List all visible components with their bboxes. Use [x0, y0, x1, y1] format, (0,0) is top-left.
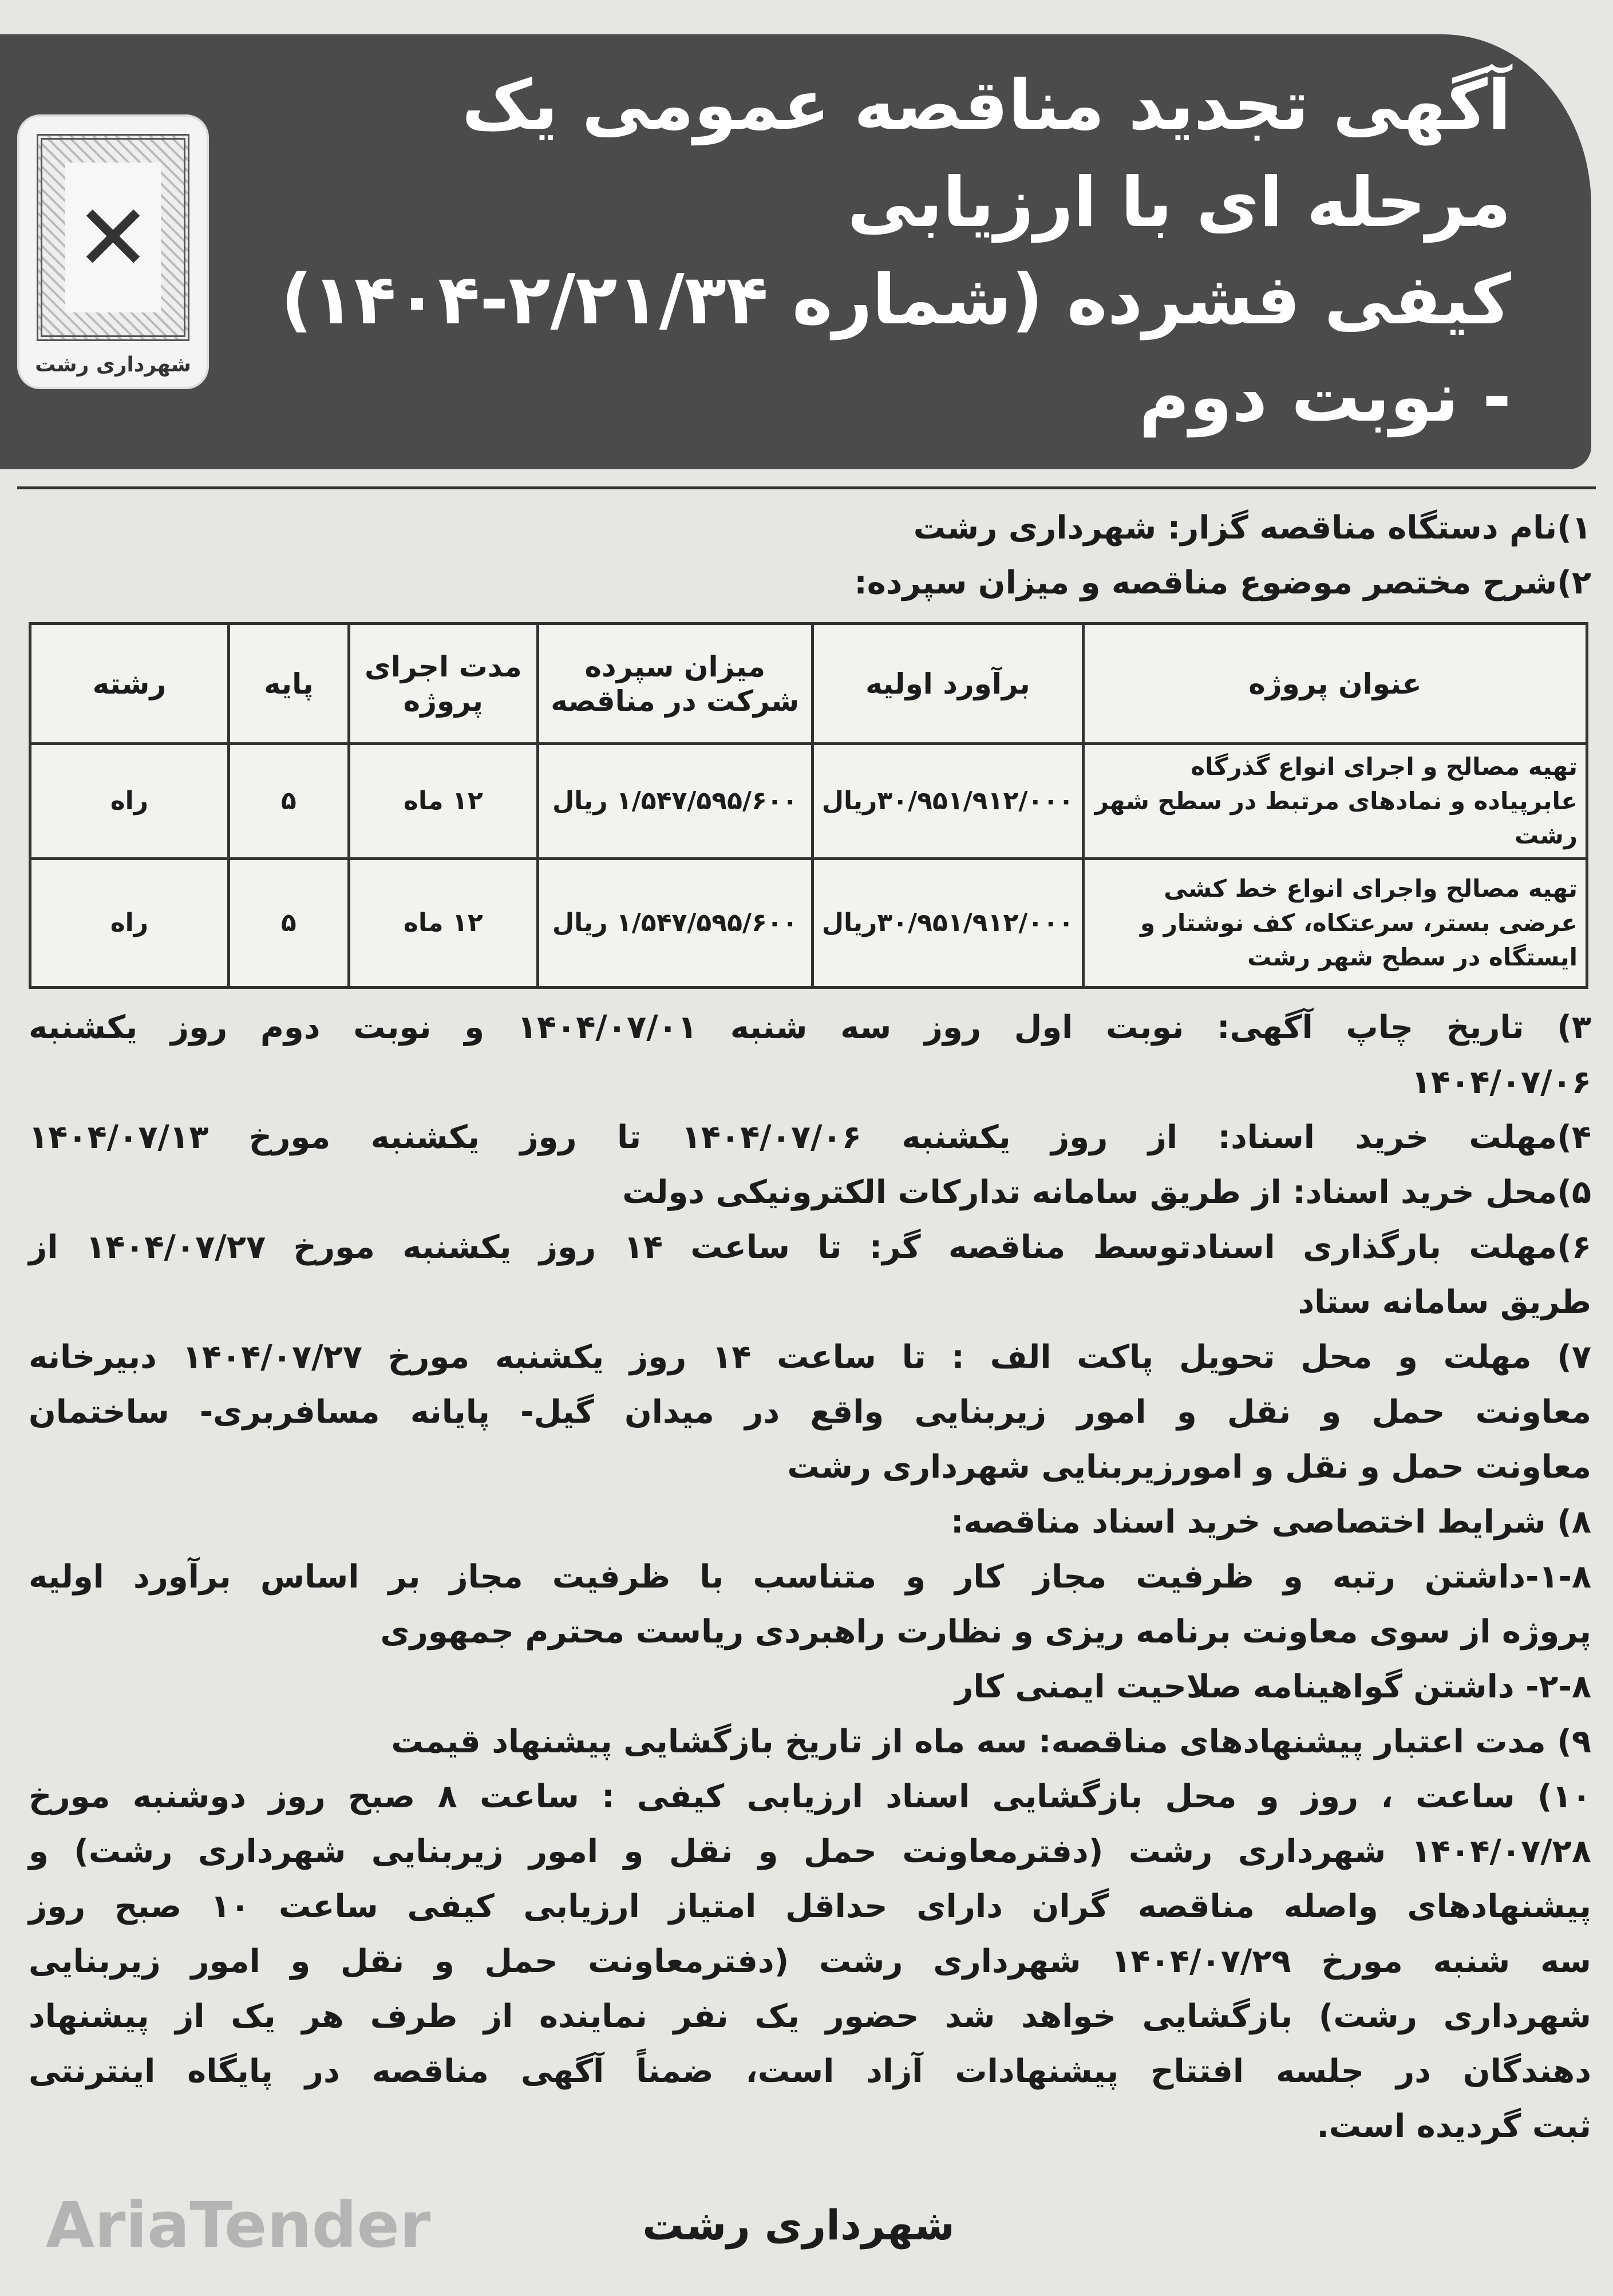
notice-header — [0, 34, 1591, 469]
body-line: دهندگان در جلسه افتتاح پیشنهادات آزاد است، ضمناً آگهی مناقصه در پایگاه اینترنتی — [29, 2053, 1591, 2090]
watermark: AriaTender — [46, 2188, 431, 2262]
intro — [29, 501, 1591, 611]
body-line: پیشنهادهای واصله مناقصه گران دارای حداقل امتیاز ارزیابی کیفی ساعت ۱۰ صبح روز — [29, 1888, 1591, 1925]
item-2: ۲)شرح مختصر موضوع مناقصه و میزان سپرده: — [854, 564, 1591, 601]
col-field: رشته — [30, 624, 229, 744]
deposit: ۱/۵۴۷/۵۹۵/۶۰۰ ریال — [537, 744, 812, 859]
body-line: ۱۴۰۴/۰۷/۲۸ شهرداری رشت (دفترمعاونت حمل و نقل و امور زیربنایی شهرداری رشت) و — [29, 1833, 1591, 1870]
project-title: تهیه مصالح واجرای انواع خط کشی عرضی بستر، سرعتکاه، کف نوشتار و ایستگاه در سطح شهر رشت — [1084, 859, 1587, 988]
body-line: سه شنبه مورخ ۱۴۰۴/۰۷/۲۹ شهرداری رشت (دفترمعاونت حمل و نقل و امور زیربنایی — [29, 1943, 1591, 1980]
table-header-row — [30, 624, 1587, 744]
logo-caption: شهرداری رشت — [35, 353, 191, 377]
col-title: عنوان پروژه — [1084, 624, 1587, 744]
divider — [17, 486, 1596, 489]
item-1: ۱)نام دستگاه مناقصه گزار: شهرداری رشت — [913, 509, 1591, 547]
deposit: ۱/۵۴۷/۵۹۵/۶۰۰ ریال — [537, 859, 812, 988]
notice-body — [29, 1000, 1591, 2154]
footer-row — [0, 2154, 1613, 2296]
table-row — [30, 859, 1587, 988]
grade: ۵ — [228, 859, 349, 988]
estimate: ۳۰/۹۵۱/۹۱۲/۰۰۰ریال — [812, 744, 1083, 859]
notice-title-line2: کیفی فشرده (شماره ۲/۲۱/۳۴-۱۴۰۴) - نوبت دوم — [280, 260, 1511, 437]
body-line: معاونت حمل و نقل و امورزیربنایی شهرداری رشت — [787, 1448, 1591, 1486]
notice-titles — [209, 57, 1511, 446]
notice-title-line1: آگهی تجدید مناقصه عمومی یک مرحله ای با ارزیابی — [461, 66, 1511, 243]
crossed-keys-icon: ✕ — [65, 163, 161, 312]
projects-table — [29, 622, 1588, 989]
project-title: تهیه مصالح و اجرای انواع گذرگاه عابرپیاده و نمادهای مرتبط در سطح شهر رشت — [1084, 744, 1587, 859]
body-line: شهرداری رشت) بازگشایی خواهد شد حضور یک نفر نماینده از طرف هر یک از پیشنهاد — [29, 1998, 1591, 2035]
body-line: ۹) مدت اعتبار پیشنهادهای مناقصه: سه ماه از تاریخ بازگشایی پیشنهاد قیمت — [391, 1723, 1591, 1760]
col-grade: پایه — [228, 624, 349, 744]
rasht-municipality-logo — [17, 114, 209, 389]
duration: ۱۲ ماه — [349, 859, 537, 988]
field: راه — [30, 744, 229, 859]
body-line: ۶)مهلت بارگذاری اسنادتوسط مناقصه گر: تا ساعت ۱۴ روز یکشنبه مورخ ۱۴۰۴/۰۷/۲۷ از — [29, 1229, 1591, 1266]
body-line: طریق سامانه ستاد — [1298, 1284, 1591, 1321]
table-row — [30, 744, 1587, 859]
col-estimate: برآورد اولیه — [812, 624, 1083, 744]
col-deposit: میزان سپرده شرکت در مناقصه — [537, 624, 812, 744]
field: راه — [30, 859, 229, 988]
body-line: ۴)مهلت خرید اسناد: از روز یکشنبه ۱۴۰۴/۰۷/۰۶ تا روز یکشنبه مورخ ۱۴۰۴/۰۷/۱۳ — [29, 1119, 1591, 1156]
grade: ۵ — [228, 744, 349, 859]
duration: ۱۲ ماه — [349, 744, 537, 859]
body-line: پروژه از سوی معاونت برنامه ریزی و نظارت راهبردی ریاست محترم جمهوری — [380, 1613, 1591, 1650]
body-line: ۲-۸- داشتن گواهینامه صلاحیت ایمنی کار — [955, 1668, 1591, 1705]
body-line: ۱۴۰۴/۰۷/۰۶ — [1411, 1064, 1591, 1101]
body-line: ۵)محل خرید اسناد: از طریق سامانه تدارکات الکترونیکی دولت — [622, 1174, 1591, 1211]
body-line: معاونت حمل و نقل و امور زیربنایی واقع در میدان گیل- پایانه مسافربری- ساختمان — [29, 1394, 1591, 1431]
col-duration: مدت اجرای پروژه — [349, 624, 537, 744]
body-line: ۱-۸-داشتن رتبه و ظرفیت مجاز کار و متناسب با ظرفیت مجاز بر اساس برآورد اولیه — [29, 1558, 1591, 1596]
signature-municipality: شهرداری رشت — [642, 2201, 955, 2249]
body-line: ۱۰) ساعت ، روز و محل بازگشایی اسناد ارزیابی کیفی : ساعت ۸ صبح روز دوشنبه مورخ — [29, 1778, 1591, 1815]
body-line: ثبت گردیده است. — [1317, 2108, 1591, 2145]
body-line: ۳) تاریخ چاپ آگهی: نوبت اول روز سه شنبه ۱۴۰۴/۰۷/۰۱ و نوبت دوم روز یکشنبه — [29, 1009, 1591, 1046]
body-line: ۸) شرایط اختصاصی خرید اسناد مناقصه: — [951, 1503, 1591, 1541]
body-line: ۷) مهلت و محل تحویل پاکت الف : تا ساعت ۱۴ روز یکشنبه مورخ ۱۴۰۴/۰۷/۲۷ دبیرخانه — [29, 1339, 1591, 1376]
estimate: ۳۰/۹۵۱/۹۱۲/۰۰۰ریال — [812, 859, 1083, 988]
